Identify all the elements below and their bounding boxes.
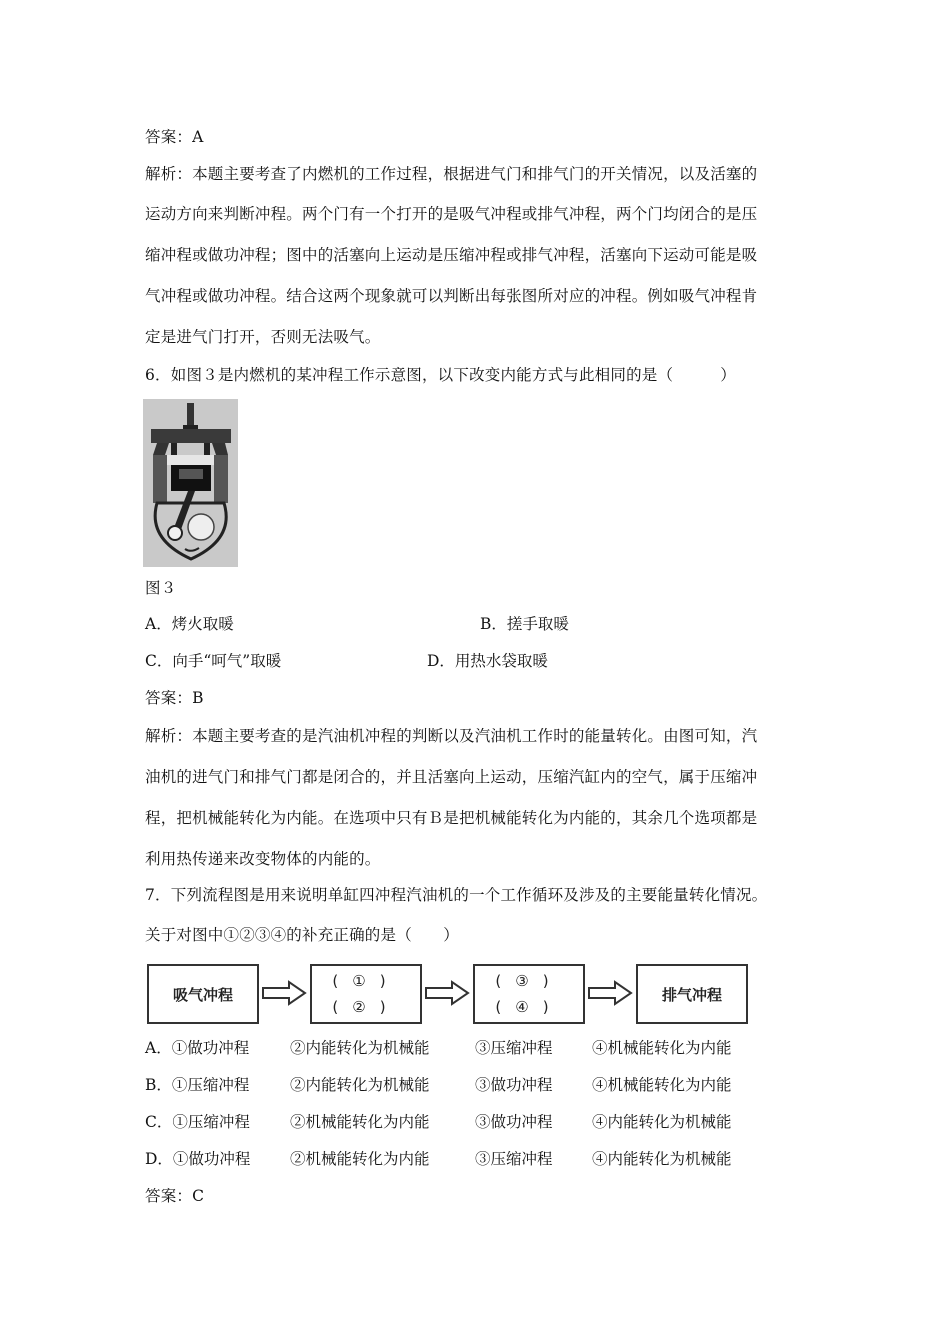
q7-option-c-3: ③做功冲程 [475, 1113, 553, 1131]
q6-analysis-line-2: 油机的进气门和排气门都是闭合的，并且活塞向上运动，压缩汽缸内的空气，属于压缩冲 [145, 768, 758, 786]
q7-option-d-3: ③压缩冲程 [475, 1150, 553, 1168]
q6-option-d: D．用热水袋取暖 [427, 652, 548, 670]
q7-option-a-4: ④机械能转化为内能 [592, 1039, 732, 1057]
q6-answer: 答案：B [145, 689, 204, 707]
flow-box-exhaust-label: 排气冲程 [661, 986, 722, 1004]
flow-arrow-3-icon [587, 980, 633, 1006]
q6-option-a: A．烤火取暖 [145, 615, 234, 633]
flow-box-blank-3-4 [473, 964, 585, 1024]
q7-option-a-3: ③压缩冲程 [475, 1039, 553, 1057]
q7-option-a-2: ②内能转化为机械能 [290, 1039, 430, 1057]
stroke-flow-chart [145, 960, 755, 1032]
q7-answer: 答案：C [145, 1187, 205, 1205]
q6-analysis-line-3: 程，把机械能转化为内能。在选项中只有Ｂ是把机械能转化为内能的，其余几个选项都是 [145, 809, 758, 827]
q5-analysis-line-4: 气冲程或做功冲程。结合这两个现象就可以判断出每张图所对应的冲程。例如吸气冲程肯 [145, 287, 758, 305]
q7-option-b-2: ②内能转化为机械能 [290, 1076, 430, 1094]
flow-box-intake-label: 吸气冲程 [172, 986, 233, 1004]
q7-option-d-2: ②机械能转化为内能 [290, 1150, 430, 1168]
flow-box-blank-1-2 [310, 964, 422, 1024]
engine-cylinder-figure [143, 399, 238, 567]
q6-analysis-line-4: 利用热传递来改变物体的内能的。 [145, 850, 381, 868]
q7-option-c-4: ④内能转化为机械能 [592, 1113, 732, 1131]
q7-stem-line-2: 关于对图中①②③④的补充正确的是（ ） [145, 926, 460, 944]
q5-analysis-line-3: 缩冲程或做功冲程；图中的活塞向上运动是压缩冲程或排气冲程，活塞向下运动可能是吸 [145, 246, 758, 264]
q7-option-b-1: B．①压缩冲程 [145, 1076, 250, 1094]
flow-blank-3: (③) [495, 972, 563, 990]
q5-analysis-line-2: 运动方向来判断冲程。两个门有一个打开的是吸气冲程或排气冲程，两个门均闭合的是压 [145, 205, 758, 223]
flow-blank-2: (②) [332, 998, 400, 1016]
q7-option-c-1: C．①压缩冲程 [145, 1113, 250, 1131]
q7-option-b-4: ④机械能转化为内能 [592, 1076, 732, 1094]
flow-arrow-2-icon [424, 980, 470, 1006]
q5-analysis-line-5: 定是进气门打开，否则无法吸气。 [145, 328, 381, 346]
q7-option-d-1: D．①做功冲程 [145, 1150, 251, 1168]
q5-analysis-line-1: 解析：本题主要考查了内燃机的工作过程，根据进气门和排气门的开关情况，以及活塞的 [145, 165, 758, 183]
q7-option-b-3: ③做功冲程 [475, 1076, 553, 1094]
q6-analysis-line-1: 解析：本题主要考查的是汽油机冲程的判断以及汽油机工作时的能量转化。由图可知，汽 [145, 727, 758, 745]
q6-option-c: C．向手“呵气”取暖 [145, 652, 282, 670]
q7-option-d-4: ④内能转化为机械能 [592, 1150, 732, 1168]
q5-answer: 答案：A [145, 128, 204, 146]
flow-box-exhaust [636, 964, 748, 1024]
flow-blank-1: (①) [332, 972, 400, 990]
flow-arrow-1-icon [261, 980, 307, 1006]
q7-option-a-1: A．①做功冲程 [145, 1039, 250, 1057]
flow-blank-4: (④) [495, 998, 563, 1016]
q6-stem: 6．如图３是内燃机的某冲程工作示意图，以下改变内能方式与此相同的是（ ） [145, 366, 736, 384]
flow-box-intake [147, 964, 259, 1024]
q7-option-c-2: ②机械能转化为内能 [290, 1113, 430, 1131]
q6-option-b: B．搓手取暖 [480, 615, 569, 633]
q7-stem-line-1: 7．下列流程图是用来说明单缸四冲程汽油机的一个工作循环及涉及的主要能量转化情况。 [145, 886, 768, 904]
figure-3-caption: 图３ [145, 579, 177, 597]
